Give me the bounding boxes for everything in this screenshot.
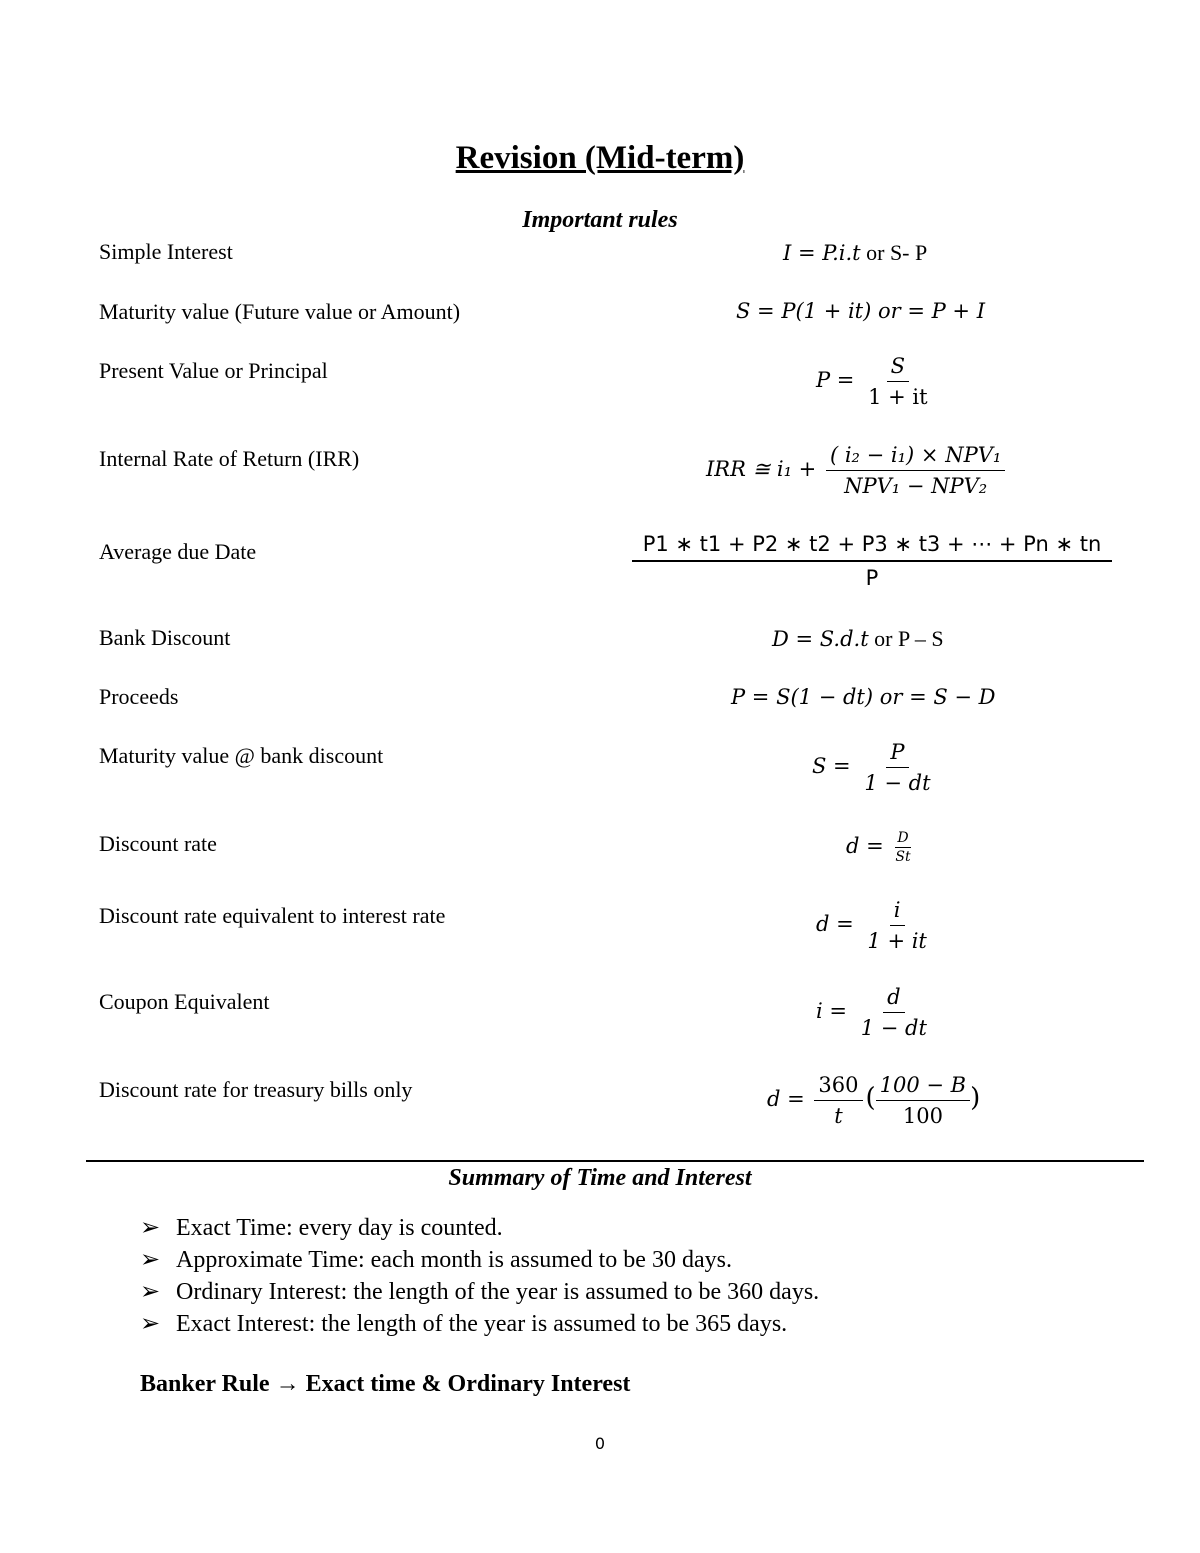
list-item-text: Exact Interest: the length of the year is assumed to be 365 days. — [176, 1311, 788, 1337]
list-item — [140, 1212, 819, 1244]
rule-label-simple-interest: Simple Interest — [99, 239, 233, 264]
paren-open: ( — [865, 1083, 876, 1113]
formula-lhs: P = — [816, 368, 855, 392]
formula-average-due-date — [632, 532, 1112, 590]
arrow-bullet-icon: ➢ — [140, 1247, 161, 1273]
formula-lhs: S = — [812, 754, 851, 778]
fraction — [893, 830, 912, 865]
section-subtitle: Important rules — [522, 207, 678, 233]
formula-simple-interest — [783, 240, 927, 266]
formula-treasury-bills — [767, 1073, 980, 1128]
formula-lhs: d = — [816, 912, 854, 936]
formula-tail: or S- P — [860, 240, 928, 265]
rule-label-coupon-equivalent: Coupon Equivalent — [99, 989, 270, 1014]
list-item-text: Exact Time: every day is counted. — [176, 1215, 503, 1241]
denominator: 1 + it — [867, 929, 927, 953]
denominator: P — [865, 566, 879, 590]
formula-lhs: d = — [846, 834, 884, 858]
page-number: 0 — [594, 1434, 606, 1453]
numerator: d — [883, 985, 904, 1013]
denominator: 1 + it — [868, 385, 928, 409]
numerator: ( i₂ − i₁) × NPV₁ — [826, 443, 1005, 471]
formula-lhs: IRR ≅ i₁ + — [706, 457, 817, 481]
fraction-inner — [876, 1073, 970, 1128]
rule-label-maturity-bank-discount: Maturity value @ bank discount — [99, 743, 384, 768]
rule-label-treasury-bills: Discount rate for treasury bills only — [99, 1077, 413, 1102]
numerator: P — [886, 740, 908, 768]
fraction — [863, 898, 930, 953]
formula-maturity-value: S = P(1 + it) or = P + I — [736, 299, 985, 323]
rule-label-irr: Internal Rate of Return (IRR) — [99, 446, 360, 471]
formula-main: D = S.d.t — [772, 627, 869, 651]
denominator-inner: 100 — [902, 1104, 943, 1128]
fraction — [826, 443, 1005, 498]
denominator: t — [834, 1104, 843, 1128]
denominator: 1 − dt — [864, 771, 931, 795]
formula-present-value — [816, 354, 935, 409]
formula-coupon-equivalent — [816, 985, 934, 1040]
numerator: P1 ∗ t1 + P2 ∗ t2 + P3 ∗ t3 + ⋯ + Pn ∗ tn — [632, 532, 1112, 562]
numerator-inner: 100 − B — [876, 1073, 970, 1101]
arrow-bullet-icon: ➢ — [140, 1311, 161, 1337]
numerator: 360 — [814, 1073, 862, 1101]
list-item-text: Approximate Time: each month is assumed to be 30 days. — [176, 1247, 732, 1273]
formula-maturity-bank-discount — [812, 740, 938, 795]
rule-label-discount-equivalent: Discount rate equivalent to interest rate — [99, 903, 446, 928]
arrow-bullet-icon: ➢ — [140, 1279, 161, 1305]
formula-lhs: i = — [816, 999, 847, 1023]
numerator: i — [890, 898, 905, 926]
formula-lhs: d = — [767, 1087, 805, 1111]
rule-label-maturity-value: Maturity value (Future value or Amount) — [99, 299, 461, 324]
numerator: D — [897, 830, 909, 846]
rule-label-present-value: Present Value or Principal — [99, 358, 328, 383]
denominator: 1 − dt — [860, 1016, 927, 1040]
rule-label-average-due-date: Average due Date — [99, 539, 257, 564]
formula-proceeds: P = S(1 − dt) or = S − D — [731, 685, 996, 709]
formula-tail: or P – S — [868, 626, 944, 651]
list-item — [140, 1276, 819, 1308]
fraction — [864, 354, 931, 409]
formula-discount-rate — [846, 830, 916, 865]
summary-list — [140, 1212, 819, 1340]
list-item — [140, 1308, 819, 1340]
summary-title: Summary of Time and Interest — [448, 1165, 752, 1191]
formula-bank-discount — [772, 626, 944, 652]
section-divider — [86, 1160, 1144, 1162]
rule-label-discount-rate: Discount rate — [99, 831, 217, 856]
denominator: NPV₁ − NPV₂ — [844, 474, 988, 498]
formula-irr — [706, 443, 1008, 498]
paren-close: ) — [970, 1083, 981, 1113]
rule-label-bank-discount: Bank Discount — [99, 625, 231, 650]
fraction — [857, 985, 931, 1040]
rule-label-proceeds: Proceeds — [99, 684, 179, 709]
formula-main: I = P.i.t — [783, 241, 861, 265]
page-title: Revision (Mid-term) — [455, 140, 745, 176]
fraction — [860, 740, 934, 795]
fraction — [814, 1073, 862, 1128]
numerator: S — [887, 354, 909, 382]
arrow-bullet-icon: ➢ — [140, 1215, 161, 1241]
denominator: St — [895, 849, 911, 865]
formula-discount-equivalent — [816, 898, 934, 953]
list-item-text: Ordinary Interest: the length of the year is assumed to be 360 days. — [176, 1279, 820, 1305]
list-item — [140, 1244, 819, 1276]
banker-rule: Banker Rule → Exact time & Ordinary Interest — [140, 1371, 631, 1397]
